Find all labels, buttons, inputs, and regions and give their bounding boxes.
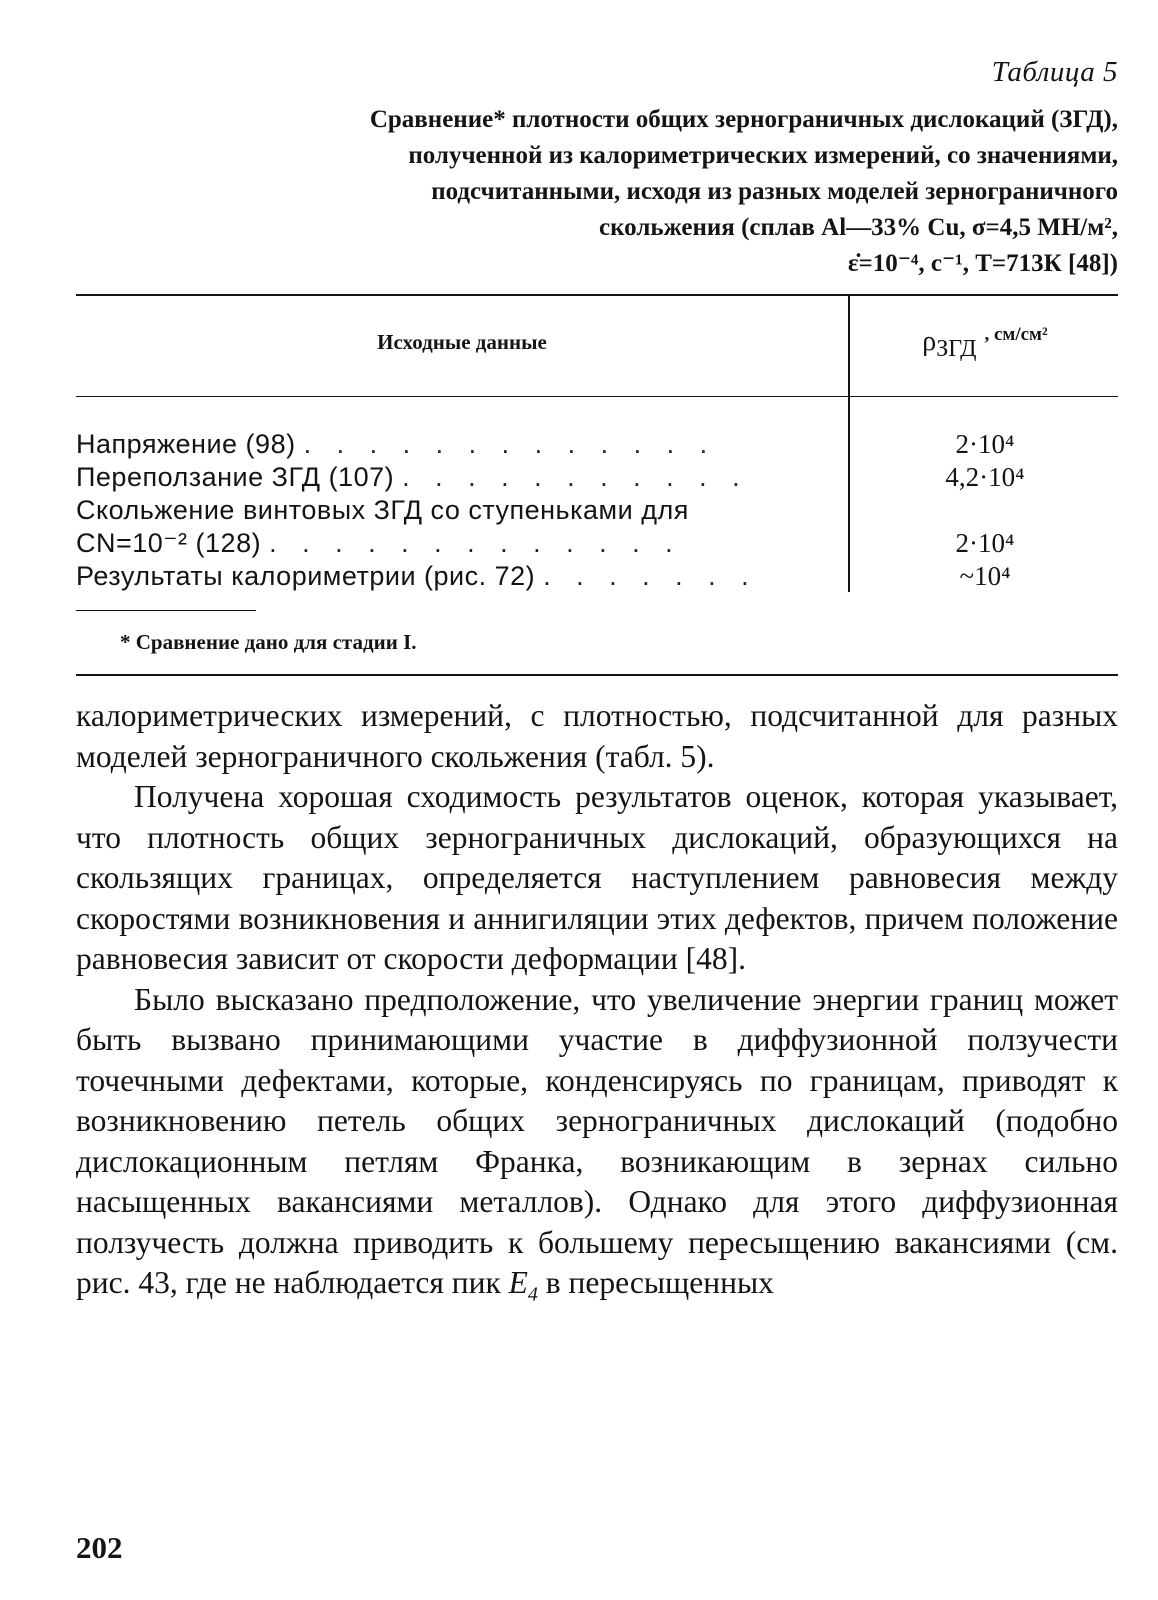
body-text xyxy=(76,696,1118,1315)
caption-line: скольжения (сплав Al—33% Cu, σ=4,5 МН/м², xyxy=(599,214,1118,241)
table-caption xyxy=(98,102,1118,282)
table-row-label: CN=10⁻² (128) . . . . . . . . . . . . . xyxy=(76,528,682,558)
caption-line: ε̇=10⁻⁴, с⁻¹, T=713К [48]) xyxy=(847,250,1118,277)
table-row-label: Скольжение винтовых ЗГД со ступеньками для xyxy=(76,495,689,525)
table-footnote: * Сравнение дано для стадии I. xyxy=(120,630,417,654)
caption-line: Сравнение* плотности общих зернограничных дислокаций (ЗГД), xyxy=(369,106,1118,133)
table-row-label: Переползание ЗГД (107) . . . . . . . . . . . xyxy=(76,462,749,492)
table-bottom-rule xyxy=(76,674,1118,676)
table-header-density xyxy=(852,324,1118,363)
table-row-value: 4,2·10⁴ xyxy=(945,462,1025,492)
energy-peak-symbol: $E_4$ xyxy=(508,1265,538,1306)
page-number: 202 xyxy=(76,1530,123,1565)
density-unit: , см/см² xyxy=(984,324,1048,345)
paragraph: Получена хорошая сходимость результатов оценок, которая указывает, что плотность общих зернограничных дислокаций, образующихся на скользящих границах, определяется наступлением равновесия между скоростями возникновения и аннигиляции этих дефектов, причем положение равновесия зависит от скорости деформации [48]. xyxy=(76,779,1118,976)
caption-line: полученной из калориметрических измерений, со значениями, xyxy=(408,142,1118,169)
caption-line: подсчитанными, исходя из разных моделей зернограничного xyxy=(431,178,1118,205)
paragraph: Было высказано предположение, что увеличение энергии границ может быть вызвано принимающими участие в диффузионной ползучести точечными дефектами, которые, конденсируясь по границам, приводят к возникновению петель общих зернограничных дислокаций (подобно дислокационным петлям Франка, возникающим в зернах сильно насыщенных вакансиями металлов). Однако для этого диффузионная ползучесть должна приводить к большему пересыщению вакансиями (см. рис. 43, где не наблюдается пик $E_4$ в пересыщенных xyxy=(76,981,1118,1306)
density-symbol: $\rho_{ЗГД}$ xyxy=(922,326,977,362)
table-row-value: 2·10⁴ xyxy=(955,429,1015,459)
table-header-rule xyxy=(76,396,1118,397)
table-row-value: ~10⁴ xyxy=(959,561,1011,591)
table-row-value: 2·10⁴ xyxy=(955,528,1015,558)
table-top-rule xyxy=(76,294,1118,296)
table-header-source: Исходные данные xyxy=(377,330,547,354)
table-column-divider xyxy=(848,296,850,592)
table-row-label: Результаты калориметрии (рис. 72) . . . . . . . xyxy=(76,561,758,591)
table-row-label: Напряжение (98) . . . . . . . . . . . . . xyxy=(76,429,717,459)
footnote-rule xyxy=(76,610,256,611)
table-label: Таблица 5 xyxy=(991,56,1118,88)
paragraph: калориметрических измерений, с плотностью, подсчитанной для разных моделей зернограничного скольжения (табл. 5). xyxy=(76,698,1118,774)
